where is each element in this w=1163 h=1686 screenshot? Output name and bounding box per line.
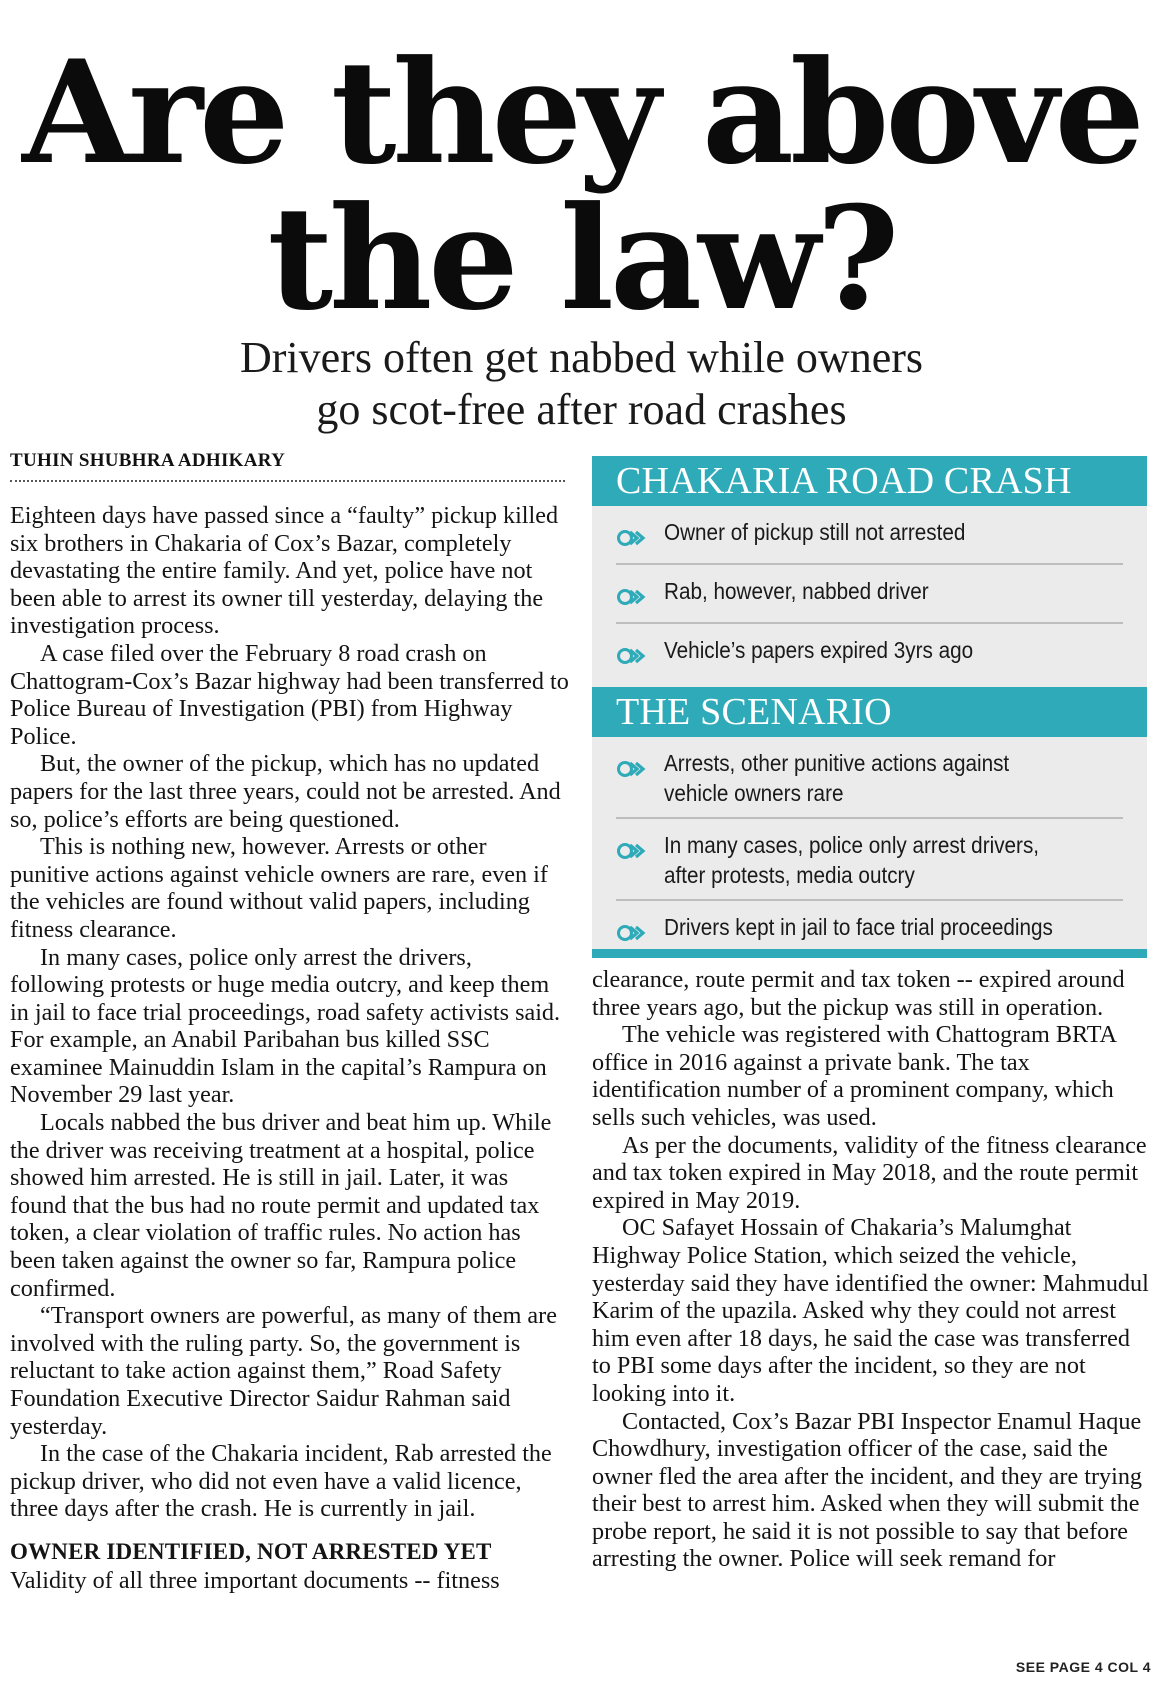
paragraph: In many cases, police only arrest the drivers, following protests or huge media outcry, and keep them in jail to face trial proceedings, road safety activists said. For example, an Anabil Paribahan bus killed SSC examinee Mainuddin Islam in the capital’s Rampura on November 29 last year. xyxy=(10,943,561,1109)
fact-box-title-chakaria: CHAKARIA ROAD CRASH xyxy=(592,456,1147,506)
paragraph: Locals nabbed the bus driver and beat him up. While the driver was receiving treatment at a hospital, police showed him arrested. He is still in jail. Later, it was found that the bus had no route permit and updated tax token, a clear violation of traffic rules. No action has been taken against the owner so far, Rampura police confirmed. xyxy=(10,1109,552,1302)
double-chevron-icon xyxy=(616,748,664,785)
subsection-heading: OWNER IDENTIFIED, NOT ARRESTED YET xyxy=(10,1538,492,1564)
double-chevron-icon xyxy=(616,830,664,867)
fact-item xyxy=(616,506,1123,565)
paragraph: In the case of the Chakaria incident, Rab arrested the pickup driver, who did not even have a valid licence, three days after the crash. He is currently in jail. xyxy=(10,1440,552,1523)
fact-item-text: Rab, however, nabbed driver xyxy=(664,578,929,604)
fact-item-text: In many cases, police only arrest drivers, after protests, media outcry xyxy=(664,832,1040,888)
subhead-line-2: go scot-free after road crashes xyxy=(316,385,847,434)
subhead-line-1: Drivers often get nabbed while owners xyxy=(239,333,923,382)
paragraph: As per the documents, validity of the fitness clearance and tax token expired in May 2018, and the route permit expired in May 2019. xyxy=(592,1131,1147,1214)
paragraph: A case filed over the February 8 road crash on Chattogram-Cox’s Bazar highway had been transferred to Police Bureau of Investigation (PBI) from Highway Police. xyxy=(10,639,569,750)
fact-item xyxy=(616,624,1123,681)
article-column-right xyxy=(592,966,1152,1573)
article-column-left xyxy=(10,502,570,1595)
paragraph: “Transport owners are powerful, as many of them are involved with the ruling party. So, the government is reluctant to take action against them,” Road Safety Foundation Executive Director Saidur Rahman said yesterday. xyxy=(10,1302,557,1440)
paragraph: Contacted, Cox’s Bazar PBI Inspector Enamul Haque Chowdhury, investigation officer of the case, said the owner fled the area after the incident, and they are trying their best to arrest him. Asked when they will submit the probe report, he said it is not possible to say that before arresting the owner. Police will seek remand for xyxy=(592,1407,1143,1573)
double-chevron-icon xyxy=(616,635,664,672)
fact-item xyxy=(616,901,1123,958)
fact-item xyxy=(616,565,1123,624)
fact-box-list-chakaria xyxy=(592,506,1147,681)
fact-item xyxy=(616,819,1123,901)
paragraph: clearance, route permit and tax token -- expired around three years ago, but the pickup was still in operation. xyxy=(592,966,1125,1021)
paragraph: Eighteen days have passed since a “faulty” pickup killed six brothers in Chakaria of Cox’s Bazar, completely devastating the entire family. And yet, police have not been able to arrest its owner till yesterday, delaying the investigation process. xyxy=(10,502,559,640)
paragraph: The vehicle was registered with Chattogram BRTA office in 2016 against a private bank. The tax identification number of a prominent company, which sells such vehicles, was used. xyxy=(592,1021,1116,1131)
subheadline xyxy=(0,332,1163,436)
fact-box-list-scenario xyxy=(592,737,1147,958)
fact-box-title-scenario: THE SCENARIO xyxy=(592,687,1147,737)
fact-item xyxy=(616,737,1123,819)
fact-item-text: Arrests, other punitive actions against vehicle owners rare xyxy=(664,750,1010,806)
paragraph: But, the owner of the pickup, which has no updated papers for the last three years, could not be arrested. And so, police’s efforts are being questioned. xyxy=(10,750,561,833)
fact-item-text: Drivers kept in jail to face trial proceedings xyxy=(664,914,1053,940)
double-chevron-icon xyxy=(616,517,664,554)
double-chevron-icon xyxy=(616,912,664,949)
paragraph: Validity of all three important documents -- fitness xyxy=(10,1566,500,1594)
fact-box xyxy=(592,456,1147,958)
byline: TUHIN SHUBHRA ADHIKARY xyxy=(10,450,565,482)
double-chevron-icon xyxy=(616,576,664,613)
fact-item-text: Owner of pickup still not arrested xyxy=(664,519,966,545)
paragraph: This is nothing new, however. Arrests or other punitive actions against vehicle owners are rare, even if the vehicles are found without valid papers, including fitness clearance. xyxy=(10,833,548,943)
paragraph: OC Safayet Hossain of Chakaria’s Malumghat Highway Police Station, which seized the vehicle, yesterday said they have identified the owner: Mahmudul Karim of the upazila. Asked why they could not arrest him even after 18 days, he said the case was transferred to PBI some days after the incident, so they are not looking into it. xyxy=(592,1214,1149,1407)
headline xyxy=(0,30,1163,342)
fact-item-text: Vehicle’s papers expired 3yrs ago xyxy=(664,637,974,663)
headline-line-1: Are they above xyxy=(22,30,1141,196)
continuation-note: SEE PAGE 4 COL 4 xyxy=(1015,1659,1151,1675)
headline-line-2: the law? xyxy=(267,176,896,342)
